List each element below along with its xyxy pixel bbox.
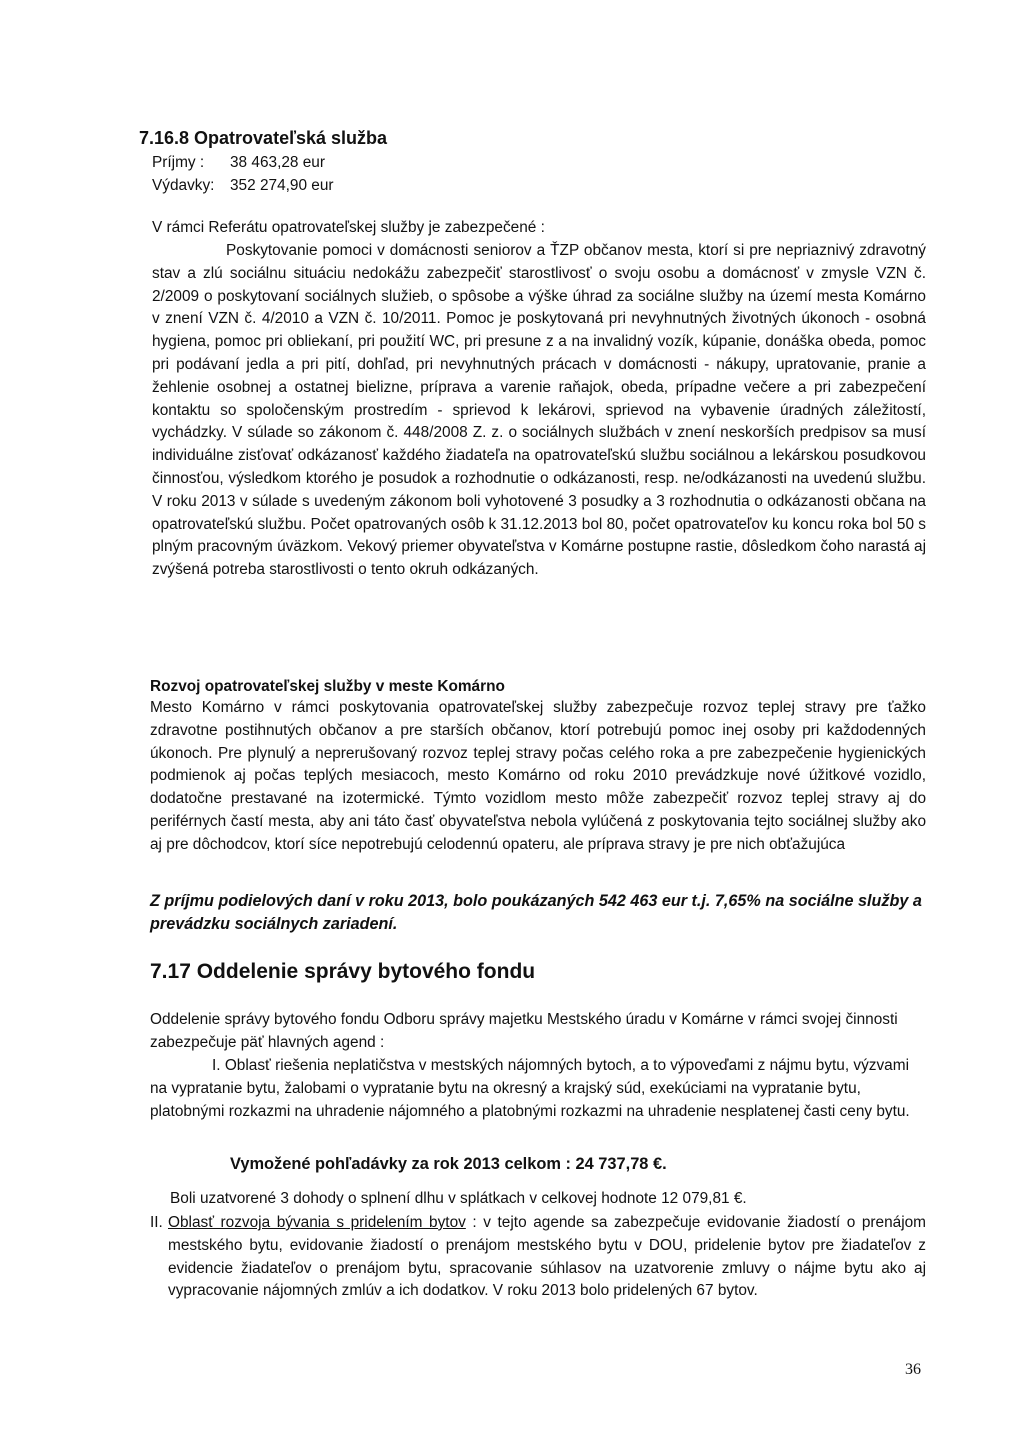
care-service-paragraph: Poskytovanie pomoci v domácnosti seniorov a ŤZP občanov mesta, ktorí si pre nepriaznivý zdravotný stav a zlú sociálnu situáciu nedokážu zabezpečiť starostlivosť o svoju osobu a domácnosť v zmysle VZN č. 2/2009 o poskytovaní sociálnych služieb, o spôsobe a výške úhrad za sociálne služby na území mesta Komárno v znení VZN č. 4/2010 a VZN č. 10/2011. Pomoc je poskytovaná pri nevyhnutných životných úkonoch - osobná hygiena, pomoc pri obliekaní, pri použití WC, pri presune z a na invalidný vozík, kúpanie, donáška obeda, pomoc pri podávaní jedla a pri pití, dohľad, pri nevyhnutných prácach v domácnosti - nákupy, upratovanie, pranie a žehlenie osobnej a ostatnej bielizne, príprava a varenie raňajok, obeda, prípadne večere a pri zabezpečení kontaktu so spoločenským prostredím - sprievod k lekárovi, sprievod na vybavenie úradných záležitostí, vychádzky. V súlade so zákonom č. 448/2008 Z. z. o sociálnych službách v znení neskorších predpisov sa musí individuálne zisťovať odkázanosť každého žiadateľa na opatrovateľskú službu sociálnou a lekárskou posudkovou činnosťou, výsledkom ktorého je posudok a rozhodnutie o odkázanosti, resp. ne/odkázanosti na uvedenú službu. V roku 2013 v súlade s uvedeným zákonom boli vyhotovené 3 posudky a 3 rozhodnutia o odkázanosti občana na opatrovateľskú službu. Počet opatrovaných osôb k 31.12.2013 bol 80, počet opatrovateľov ku koncu roka bol 50 s plným pracovným úväzkom. Vekový priemer obyvateľstva v Komárne postupne rastie, dôsledkom čoho narastá aj zvýšená potreba starostlivosti o tento okruh odkázaných.	[152, 242, 926, 579]
page-number: 36	[905, 1361, 921, 1378]
rozvoj-heading: Rozvoj opatrovateľskej služby v meste Komárno	[150, 678, 505, 695]
tax-share-highlight: Z príjmu podielových daní v roku 2013, bolo poukázaných 542 463 eur t.j. 7,65% na sociálne služby a prevádzku sociálnych zariadení.	[150, 892, 922, 933]
expense-label: Výdavky:	[152, 177, 215, 194]
rozvoj-paragraph: Mesto Komárno v rámci poskytovania opatrovateľskej služby zabezpečuje rozvoz teplej stravy pre ťažko zdravotne postihnutých občanov a pre starších občanov, ktorí potrebujú pomoc inej osoby pri každodenných úkonoch. Pre plynulý a neprerušovaný rozvoz teplej stravy počas celého roka a pre zabezpečenie hygienických podmienok aj počas teplých mesiacoch, mesto Komárno od roku 2010 prevádzkuje nové úžitkové vozidlo, dodatočne prestavané na izotermické. Týmto vozidlom mesto môže zabezpečiť rozvoz teplej stravy aj do periférnych častí mesta, aby ani táto časť obyvateľstva nebola vylúčená z poskytovania tejto sociálnej služby ako aj pre dôchodcov, ktorí síce nepotrebujú celodennú opateru, ale príprava stravy je pre nich obťažujúca	[150, 699, 926, 853]
expense-value: 352 274,90 eur	[230, 177, 334, 194]
expense-row	[152, 175, 334, 198]
referat-intro: V rámci Referátu opatrovateľskej služby je zabezpečené :	[152, 219, 545, 236]
agenda-item-2-body: : v tejto agende sa zabezpečuje evidovanie žiadostí o prenájom mestského bytu, evidovanie žiadostí o prenájom mestského bytu v DOU, pridelenie bytov pre žiadateľov z evidencie žiadateľov o prenájom bytu, spracovanie súhlasov na uzatvorenie zmluvy o nájme bytu ako aj vypracovanie nájomných zmlúv a ich dodatkov. V roku 2013 bolo pridelených 67 bytov.	[168, 1214, 927, 1300]
agenda-item-1: I. Oblasť riešenia neplatičstva v mestských nájomných bytoch, a to výpoveďami z nájmu bytu, výzvami na vypratanie bytu, žalobami o vypratanie bytu na okresný a krajský súd, exekúciami na vypratanie bytu, platobnými rozkazmi na uhradenie nájomného a platobnými rozkazmi na uhradenie nesplatenej časti ceny bytu.	[150, 1057, 910, 1120]
section-heading-7-17: 7.17 Oddelenie správy bytového fondu	[150, 960, 536, 983]
debt-agreements: Boli uzatvorené 3 dohody o splnení dlhu v splátkach v celkovej hodnote 12 079,81 €.	[170, 1190, 747, 1207]
income-label: Príjmy :	[152, 154, 205, 171]
housing-intro: Oddelenie správy bytového fondu Odboru správy majetku Mestského úradu v Komárne v rámci svojej činnosti zabezpečuje päť hlavných agend :	[150, 1011, 898, 1051]
income-row	[152, 152, 325, 175]
agenda-item-2	[168, 1212, 926, 1303]
agenda-item-2-title: Oblasť rozvoja bývania s pridelením bytov	[168, 1214, 466, 1231]
recovered-claims: Vymožené pohľadávky za rok 2013 celkom : 24 737,78 €.	[230, 1155, 667, 1173]
agenda-item-2-number: II.	[150, 1214, 163, 1231]
section-heading-7-16-8: 7.16.8 Opatrovateľská služba	[139, 128, 388, 148]
income-value: 38 463,28 eur	[230, 154, 325, 171]
